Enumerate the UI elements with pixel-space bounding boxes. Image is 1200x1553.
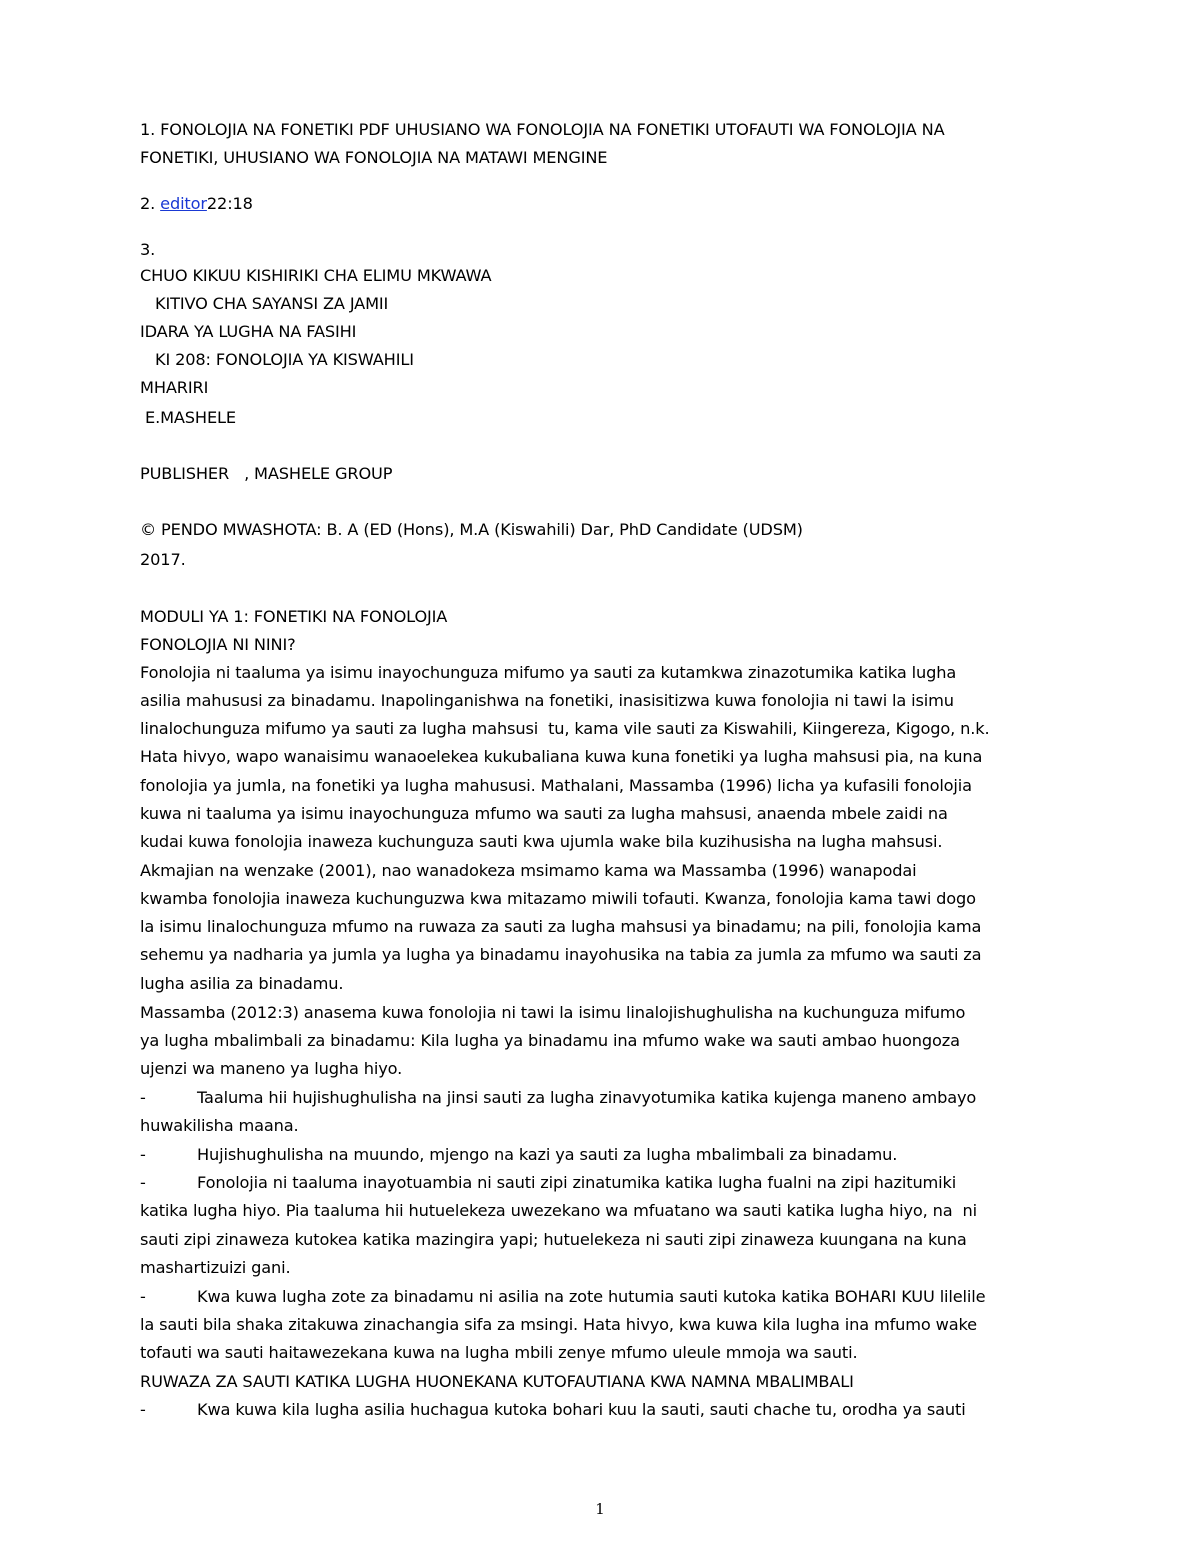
paragraph-2-line: Massamba (2012:3) anasema kuwa fonolojia ni tawi la isimu linalojishughulisha na kuchunguza mifumo xyxy=(140,1003,966,1022)
paragraph-1-line: asilia mahususi za binadamu. Inapolinganishwa na fonetiki, inasisitizwa kuwa fonolojia ni tawi la isimu xyxy=(140,691,954,710)
bullet-1-continuation: huwakilisha maana. xyxy=(140,1116,299,1135)
bullet-text: Taaluma hii hujishughulisha na jinsi sauti za lugha zinavyotumika katika kujenga maneno ambayo xyxy=(197,1088,977,1107)
paragraph-1-line: fonolojia ya jumla, na fonetiki ya lugha mahususi. Mathalani, Massamba (1996) licha ya kufasili fonolojia xyxy=(140,776,972,795)
bullet-4-continuation: la sauti bila shaka zitakuwa zinachangia sifa za msingi. Hata hivyo, kwa kuwa kila lugha ina mfumo wake xyxy=(140,1315,977,1334)
bullet-text: Kwa kuwa lugha zote za binadamu ni asilia na zote hutumia sauti kutoka katika BOHARI KUU lilelile xyxy=(197,1287,986,1306)
bullet-text: Fonolojia ni taaluma inayotuambia ni sauti zipi zinatumika katika lugha fualni na zipi hazitumiki xyxy=(197,1173,957,1192)
bullet-2 xyxy=(140,1145,1060,1165)
year-line: 2017. xyxy=(140,550,186,569)
paragraph-2-line: ya lugha mbalimbali za binadamu: Kila lugha ya binadamu ina mfumo wake wa sauti ambao huongoza xyxy=(140,1031,960,1050)
pattern-heading: RUWAZA ZA SAUTI KATIKA LUGHA HUONEKANA KUTOFAUTIANA KWA NAMNA MBALIMBALI xyxy=(140,1372,854,1391)
bullet-3-continuation: sauti zipi zinaweza kutokea katika mazingira yapi; hutuelekeza ni sauti zipi zinaweza kuungana na kuna xyxy=(140,1230,967,1249)
paragraph-1-line: sehemu ya nadharia ya jumla ya lugha ya binadamu inayohusika na tabia za jumla za mfumo wa sauti za xyxy=(140,945,982,964)
university-name: CHUO KIKUU KISHIRIKI CHA ELIMU MKWAWA xyxy=(140,266,492,285)
bullet-1 xyxy=(140,1088,1060,1108)
bullet-marker: - xyxy=(140,1287,146,1306)
editor-label: MHARIRI xyxy=(140,378,209,397)
paragraph-1-line: la isimu linalochunguza mfumo na ruwaza za sauti za lugha mahsusi ya binadamu; na pili, fonolojia kama xyxy=(140,917,982,936)
author-line xyxy=(140,194,1060,214)
paragraph-1-line: Hata hivyo, wapo wanaisimu wanaoelekea kukubaliana kuwa kuna fonetiki ya lugha mahsusi pia, na kuna xyxy=(140,747,983,766)
bullet-marker: - xyxy=(140,1088,146,1107)
bullet-text: Hujishughulisha na muundo, mjengo na kazi ya sauti za lugha mbalimbali za binadamu. xyxy=(197,1145,898,1164)
publisher-line: PUBLISHER , MASHELE GROUP xyxy=(140,464,393,483)
bullet-4-continuation: tofauti wa sauti haitawezekana kuwa na lugha mbili zenye mfumo uleule mmoja wa sauti. xyxy=(140,1343,858,1362)
item-3: 3. xyxy=(140,240,156,259)
faculty-name: KITIVO CHA SAYANSI ZA JAMII xyxy=(140,294,389,313)
paragraph-2-line: ujenzi wa maneno ya lugha hiyo. xyxy=(140,1059,403,1078)
paragraph-1-line: Akmajian na wenzake (2001), nao wanadokeza msimamo kama wa Massamba (1996) wanapodai xyxy=(140,861,917,880)
paragraph-1-line: lugha asilia za binadamu. xyxy=(140,974,344,993)
paragraph-1-line: kuwa ni taaluma ya isimu inayochunguza mfumo wa sauti za lugha mahsusi, anaenda mbele zaidi na xyxy=(140,804,948,823)
bullet-marker: - xyxy=(140,1145,146,1164)
bullet-4 xyxy=(140,1287,1060,1307)
bullet-5 xyxy=(140,1400,1060,1420)
department-name: IDARA YA LUGHA NA FASIHI xyxy=(140,322,357,341)
bullet-3-continuation: mashartizuizi gani. xyxy=(140,1258,291,1277)
module-heading: MODULI YA 1: FONETIKI NA FONOLOJIA xyxy=(140,607,448,626)
course-name: KI 208: FONOLOJIA YA KISWAHILI xyxy=(140,350,414,369)
page-number: 1 xyxy=(595,1500,605,1518)
title-line-2: FONETIKI, UHUSIANO WA FONOLOJIA NA MATAWI MENGINE xyxy=(140,148,608,167)
editor-name: E.MASHELE xyxy=(140,408,236,427)
paragraph-1-line: kudai kuwa fonolojia inaweza kuchunguza sauti kwa ujumla wake bila kuzihusisha na lugha mahsusi. xyxy=(140,832,943,851)
author-time: 22:18 xyxy=(206,194,253,213)
title-line-1: 1. FONOLOJIA NA FONETIKI PDF UHUSIANO WA FONOLOJIA NA FONETIKI UTOFAUTI WA FONOLOJIA NA xyxy=(140,120,945,139)
paragraph-1-line: kwamba fonolojia inaweza kuchunguzwa kwa mitazamo miwili tofauti. Kwanza, fonolojia kama tawi dogo xyxy=(140,889,976,908)
bullet-marker: - xyxy=(140,1173,146,1192)
bullet-3-continuation: katika lugha hiyo. Pia taaluma hii hutuelekeza uwezekano wa mfuatano wa sauti katika lugha hiyo, na ni xyxy=(140,1201,977,1220)
paragraph-1-line: linalochunguza mifumo ya sauti za lugha mahsusi tu, kama vile sauti za Kiswahili, Kiingereza, Kigogo, n.k. xyxy=(140,719,990,738)
paragraph-1-line: Fonolojia ni taaluma ya isimu inayochunguza mifumo ya sauti za kutamkwa zinazotumika katika lugha xyxy=(140,663,957,682)
author-link[interactable]: editor xyxy=(160,194,207,213)
question-heading: FONOLOJIA NI NINI? xyxy=(140,635,296,654)
author-prefix: 2. xyxy=(140,194,161,213)
bullet-3 xyxy=(140,1173,1060,1193)
copyright-line: © PENDO MWASHOTA: B. A (ED (Hons), M.A (Kiswahili) Dar, PhD Candidate (UDSM) xyxy=(140,520,803,539)
bullet-marker: - xyxy=(140,1400,146,1419)
bullet-text: Kwa kuwa kila lugha asilia huchagua kutoka bohari kuu la sauti, sauti chache tu, orodha ya sauti xyxy=(197,1400,966,1419)
